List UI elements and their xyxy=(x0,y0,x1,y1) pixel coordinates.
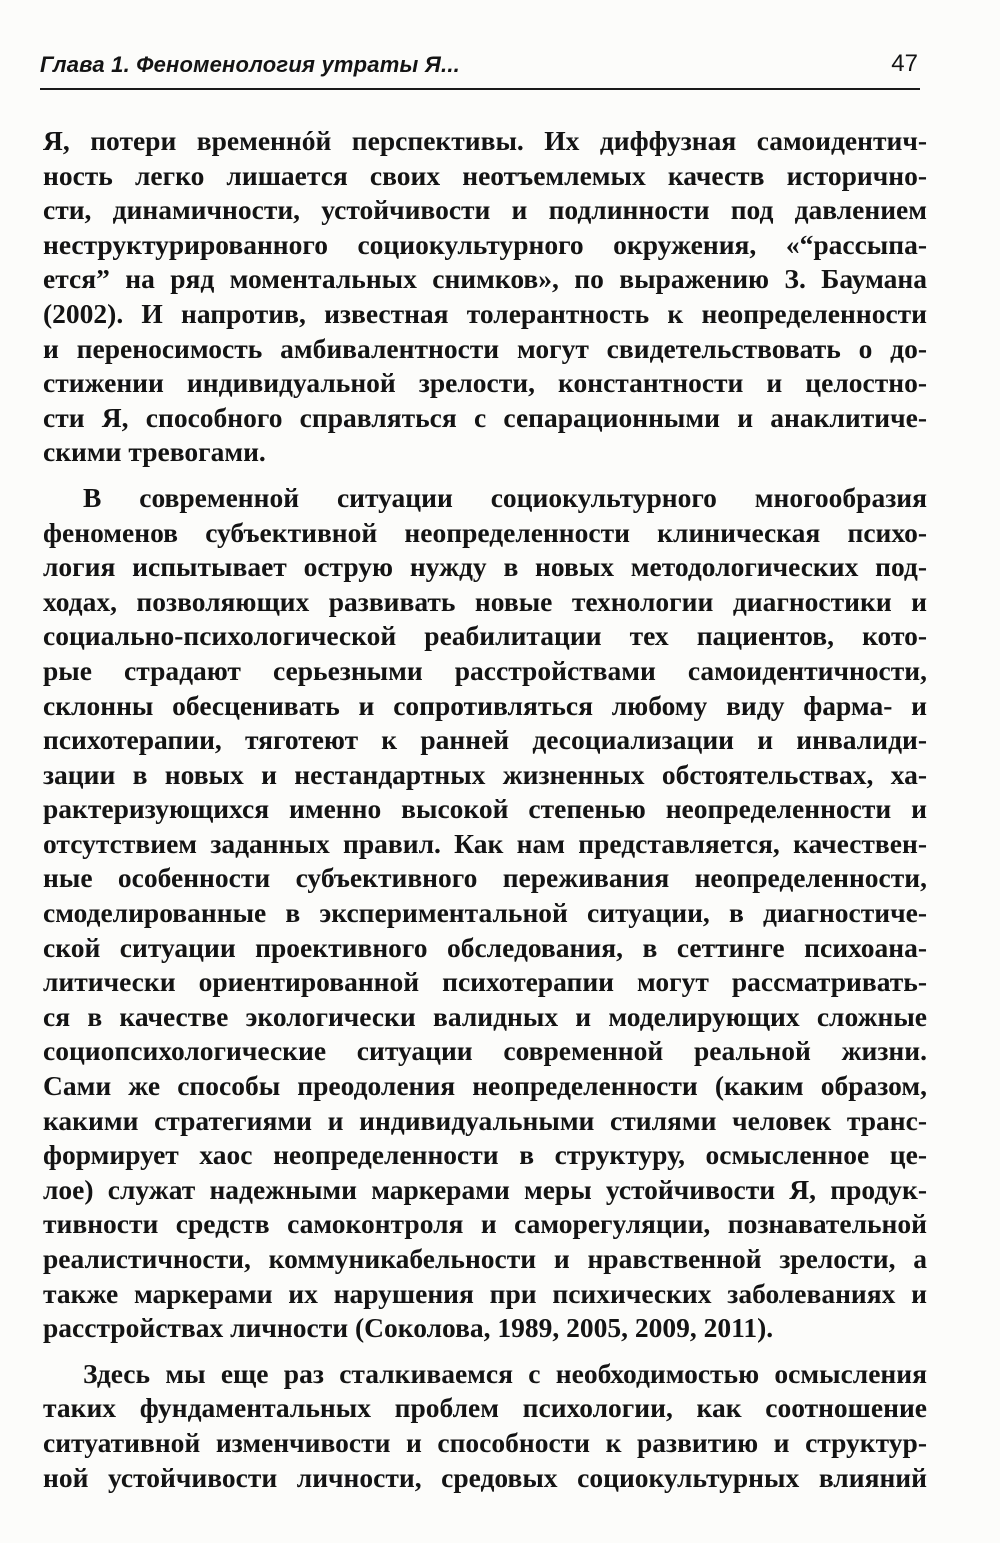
text-line: В современной ситуации социокультурного многообразия xyxy=(83,481,927,513)
text-line: ходах, позволяющих развивать новые технологии диагностики и xyxy=(43,585,927,617)
text-line: лое) служат надежными маркерами меры устойчивости Я, продук- xyxy=(43,1173,927,1205)
text-line: ся в качестве экологически валидных и моделирующих сложные xyxy=(43,1000,927,1032)
chapter-title: Глава 1. Феноменология утраты Я... xyxy=(40,52,460,77)
text-line: (2002). И напротив, известная толерантность к неопределенности xyxy=(43,297,927,329)
text-line: ной устойчивости личности, средовых социокультурных влияний xyxy=(43,1461,927,1493)
text-line: ные особенности субъективного переживания неопределенности, xyxy=(43,862,927,894)
text-line: логия испытывает острую нужду в новых методологических под- xyxy=(43,551,927,583)
text-line: склонны обесценивать и сопротивляться любому виду фарма- и xyxy=(43,689,927,721)
text-line: смоделированные в экспериментальной ситуации, в диагностиче- xyxy=(43,897,927,929)
paragraph-2 xyxy=(43,481,927,1346)
text-line: какими стратегиями и индивидуальными стилями человек транс- xyxy=(43,1104,927,1136)
text-line: литически ориентированной психотерапии могут рассматривать- xyxy=(43,966,927,998)
text-line: также маркерами их нарушения при психических заболеваниях и xyxy=(43,1277,927,1309)
text-line: скими тревогами. xyxy=(43,436,266,468)
text-line: ется” на ряд моментальных снимков», по выражению З. Баумана xyxy=(43,263,927,295)
text-line: Здесь мы еще раз сталкиваемся с необходимостью осмысления xyxy=(83,1357,927,1389)
text-line: сти, динамичности, устойчивости и подлинности под давлением xyxy=(43,194,927,226)
text-line: социально-психологической реабилитации тех пациентов, кото- xyxy=(43,620,927,652)
text-line: ситуативной изменчивости и способности к развитию и структур- xyxy=(43,1426,927,1458)
page-number: 47 xyxy=(891,50,918,77)
paragraph-1 xyxy=(43,124,927,470)
text-line: формирует хаос неопределенности в структуру, осмысленное це- xyxy=(43,1139,927,1171)
text-line: ской ситуации проективного обследования, в сеттинге психоана- xyxy=(43,931,927,963)
text-line: Сами же способы преодоления неопределенности (каким образом, xyxy=(43,1070,927,1102)
text-line: рые страдают серьезными расстройствами самоидентичности, xyxy=(43,654,927,686)
text-line: таких фундаментальных проблем психологии, как соотношение xyxy=(43,1392,927,1424)
text-line: и переносимость амбивалентности могут свидетельствовать о до- xyxy=(43,332,927,364)
text-line: расстройствах личности (Соколова, 1989, 2005, 2009, 2011). xyxy=(43,1312,774,1344)
text-line: сти Я, способного справляться с сепарационными и анаклитиче- xyxy=(43,401,927,433)
text-line: реалистичности, коммуникабельности и нравственной зрелости, а xyxy=(43,1243,927,1274)
text-line: зации в новых и нестандартных жизненных обстоятельствах, ха- xyxy=(43,758,927,790)
text-line: стижении индивидуальной зрелости, константности и целостно- xyxy=(43,367,927,399)
text-line: психотерапии, тяготеют к ранней десоциализации и инвалиди- xyxy=(43,724,927,756)
text-line: ность легко лишается своих неотъемлемых качеств исторично- xyxy=(43,159,927,191)
paragraph-3 xyxy=(43,1357,927,1495)
text-line: неструктурированного социокультурного окружения, «“рассыпа- xyxy=(43,228,927,260)
running-header xyxy=(40,48,920,90)
text-line: социопсихологические ситуации современной реальной жизни. xyxy=(43,1035,927,1067)
text-line: тивности средств самоконтроля и саморегуляции, познавательной xyxy=(43,1208,927,1240)
body-text xyxy=(43,124,927,1495)
text-line: феноменов субъективной неопределенности клиническая психо- xyxy=(43,516,927,548)
text-line: отсутствием заданных правил. Как нам представляется, качествен- xyxy=(43,827,927,859)
text-line: Я, потери временнóй перспективы. Их диффузная самоидентич- xyxy=(43,125,927,156)
text-line: рактеризующихся именно высокой степенью неопределенности и xyxy=(43,793,927,825)
